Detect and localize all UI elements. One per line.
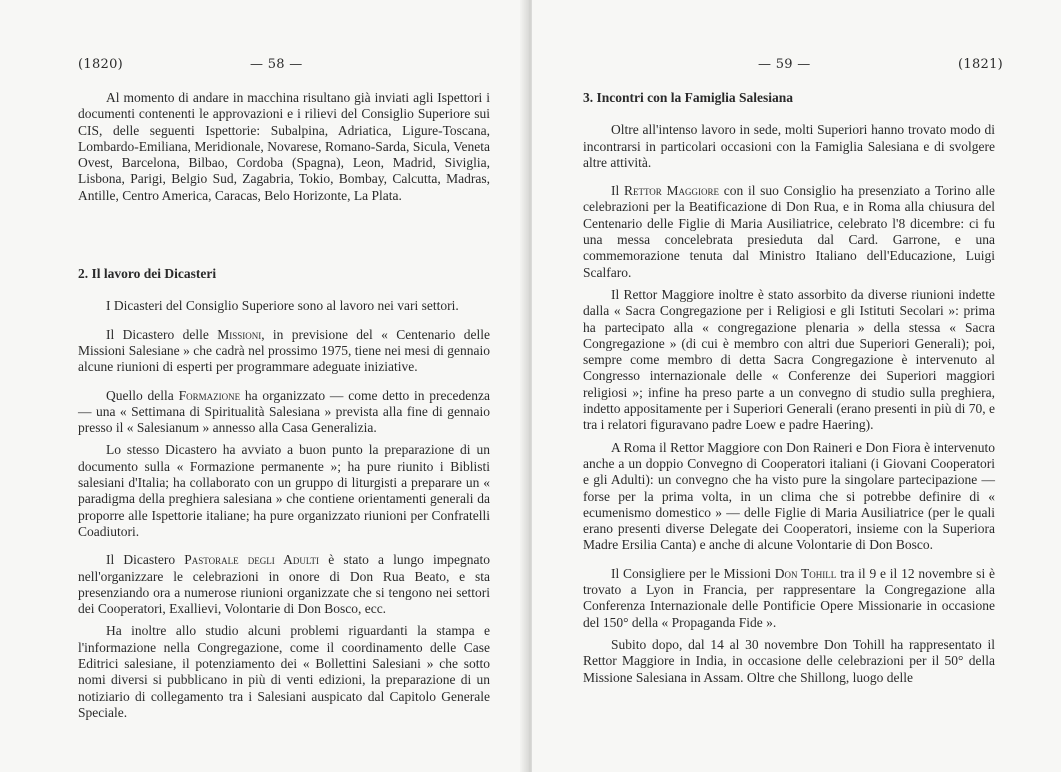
right-paragraph-1: Oltre all'intenso lavoro in sede, molti Superiori hanno trovato modo di incontrarsi in particolari occasioni con la Famiglia Salesiana e di svolgere altre attività. (583, 122, 995, 170)
right-paragraph-5: Il Consigliere per le Missioni Don Tohill tra il 9 e il 12 novembre si è trovato a Lyon in Francia, per rappresentare la Congregazione alla Conferenza Internazionale delle Pontificie Opere Missionarie in occasione del 150° della « Propaganda Fide ». (583, 565, 995, 630)
left-paragraph-2: Il Dicastero delle Missioni, in previsione del « Centenario delle Missioni Salesiane » che cadrà nel prossimo 1975, tiene nei mesi di gennaio alcune riunioni di esperti per programmare adeguate iniziative. (78, 326, 490, 375)
right-body-text (583, 90, 995, 692)
right-section-title: 3. Incontri con la Famiglia Salesiana (583, 90, 794, 105)
right-year-header: (1821) (958, 57, 1004, 72)
left-section-title: 2. Il lavoro dei Dicasteri (78, 266, 217, 282)
right-paragraph-3: Il Rettor Maggiore inoltre è stato assorbito da diverse riunioni indette dalla « Sacra Congregazione per i Religiosi e gli Istituti Secolari »: prima ha partecipato alla « congregazione plenaria » della stessa « Sacra Congregazione » (di cui è membro con altri due Superiori Generali); poi, sempre come membro di detta Sacra Congregazione è intervenuto al Congresso internazionale delle « Conferenze dei Superiori maggiori religiosi »; infine ha preso parte a un convegno di studio sulla preghiera, indetto appositamente per i Superiori Generali (erano presenti in più di 70, e tra i relatori figuravano padre Loew e padre Haering). (583, 286, 996, 433)
right-page (532, 0, 1061, 772)
right-paragraph-2: Il Rettor Maggiore con il suo Consiglio ha presenziato a Torino alle celebrazioni per la Beatificazione di Don Rua, e in Roma alla chiusura del Centenario delle Figlie di Maria Ausiliatrice, celebrato l'8 dicembre: ci fu una messa concelebrata presieduta dal Card. Garrone, e una commemorazione tenuta dal Ministro Italiano dell'Educazione, Luigi Scalfaro. (583, 183, 995, 280)
right-paragraph-4: A Roma il Rettor Maggiore con Don Raineri e Don Fiora è intervenuto anche a un doppio Convegno di Cooperatori italiani (i Giovani Cooperatori e gli Adulti): un convegno che ha visto pure la singolare partecipazione — forse per la prima volta, in un clima che si potrebbe definire di « ecumenismo domestico » — delle Figlie di Maria Ausiliatrice (per le quali erano presenti diverse Delegate dei Cooperatori, insieme con la Superiora Madre Ersilia Canta) e anche di alcune Volontarie di Don Bosco. (583, 439, 995, 553)
left-paragraph-6: Ha inoltre allo studio alcuni problemi riguardanti la stampa e l'informazione nella Congregazione, come il coordinamento delle Case Editrici salesiane, il potenziamento dei « Bollettini Salesiani » che sotto nomi diversi si pubblicano in più di venti edizioni, la preparazione di un notiziario di collegamento tra i Salesiani auspicato dal Capitolo Generale Speciale. (78, 623, 490, 720)
left-paragraph-5: Il Dicastero Pastorale degli Adulti è stato a lungo impegnato nell'organizzare le celebrazioni in onore di Don Rua Beato, e sta presenziando ora a numerose riunioni organizzate che si tengono nei settori dei Cooperatori, Exallievi, Volontarie di Don Bosco, ecc. (78, 552, 490, 617)
left-body-text (78, 90, 490, 727)
left-intro-paragraph: Al momento di andare in macchina risultano già inviati agli Ispettori i documenti contenenti le approvazioni e i rilievi del Consiglio Superiore sui CIS, delle seguenti Ispettorie: Subalpina, Adriatica, Ligure-Toscana, Lombardo-Emiliana, Meridionale, Novarese, Romano-Sarda, Sicula, Veneta Ovest, Barcelona, Bilbao, Cordoba (Spagna), Leon, Madrid, Siviglia, Lisbona, Parigi, Belgio Sud, Zagabria, Tokio, Bombay, Calcutta, Madras, Antille, Centro America, Caracas, Belo Horizonte, La Plata. (78, 90, 490, 203)
left-paragraph-1: I Dicasteri del Consiglio Superiore sono al lavoro nei vari settori. (106, 298, 459, 314)
left-page (0, 0, 528, 772)
left-paragraph-4: Lo stesso Dicastero ha avviato a buon punto la preparazione di un documento sulla « Formazione permanente »; ha pure riunito i Biblisti salesiani d'Italia; ha collaborato con un gruppo di liturgisti a preparare un « paradigma della preghiera salesiana » che contiene orientamenti generali da proporre alle Ispettorie italiane; ha pure organizzato riunioni per Confratelli Coadiutori. (78, 442, 490, 539)
right-page-number: — 59 — (758, 57, 811, 72)
left-year-header: (1820) (78, 57, 124, 72)
right-paragraph-6: Subito dopo, dal 14 al 30 novembre Don Tohill ha rappresentato il Rettor Maggiore in India, in occasione delle celebrazioni per il 50° della Missione Salesiana in Assam. Oltre che Shillong, luogo delle (583, 636, 995, 685)
left-paragraph-3: Quello della Formazione ha organizzato — come detto in precedenza — una « Settimana di Spiritualità Salesiana » prevista alla fine di gennaio presso il « Salesianum » annesso alla Casa Generalizia. (78, 387, 490, 436)
left-page-number: — 58 — (250, 57, 303, 72)
